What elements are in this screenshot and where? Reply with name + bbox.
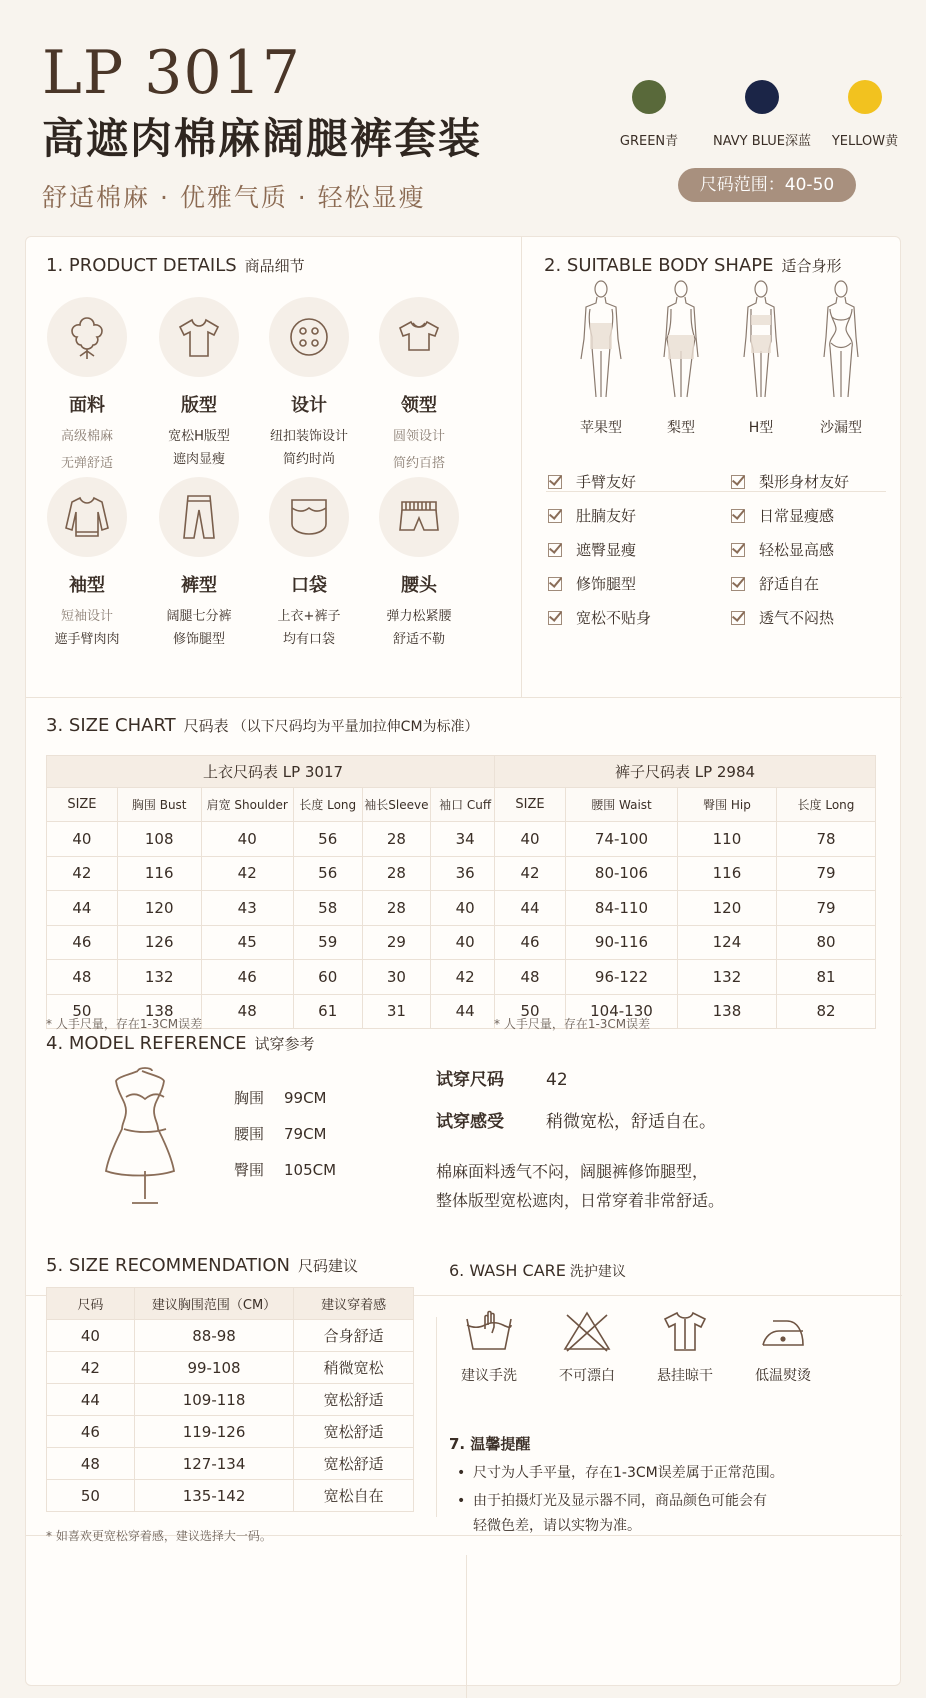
no-bleach-icon [561,1309,613,1353]
size-chart-title: 3. SIZE CHART 尺码表 （以下尺码均为平量加拉伸CM为标准） [46,715,479,736]
feature-item: 梨形身材友好 [731,471,849,492]
detail-desc: 舒适不勒 [392,632,445,647]
apple-figure-icon [576,279,626,407]
model-reference-title: 4. MODEL REFERENCE 试穿参考 [46,1033,315,1054]
detail-fabric [32,297,142,471]
detail-desc: 阔腿七分裤 [166,609,232,624]
table-row: 40 88-98 合身舒适 [47,1320,414,1352]
pocket-icon [282,490,336,544]
hang-dry-icon [659,1309,711,1353]
body-shape-title: 2. SUITABLE BODY SHAPE 适合身形 [544,255,842,276]
table-row: 42 99-108 稍微宽松 [47,1352,414,1384]
detail-name: 面料 [69,395,105,416]
tip-item: • 由于拍摄灯光及显示器不同，商品颜色可能会有 [473,1489,767,1514]
check-icon [731,611,745,625]
feature-item: 遮臀显瘦 [548,539,636,560]
wash-no-bleach [542,1309,632,1385]
wash-label: 悬挂晾干 [657,1368,713,1384]
feature-item: 修饰腿型 [548,573,636,594]
feature-item: 日常显瘦感 [731,505,834,526]
table-row: 48 127-134 宽松舒适 [47,1448,414,1480]
table-row: 40 74-100 110 78 [495,822,876,857]
size-range-badge: 尺码范围：40-50 [678,168,856,202]
color-options [619,80,902,150]
detail-name: 设计 [291,395,327,416]
detail-desc: 纽扣装饰设计 [269,429,348,444]
detail-waistband [364,477,474,647]
waistband-icon [392,490,446,544]
check-icon [731,577,745,591]
table-row: 50 138 48 61 31 44 [47,994,500,1029]
wash-hand [444,1309,534,1385]
check-icon [548,509,562,523]
mannequin-icon [100,1063,190,1213]
trousers-icon [172,490,226,544]
table-row: 44 109-118 宽松舒适 [47,1384,414,1416]
top-size-table [46,755,500,1029]
table-row: 50 135-142 宽松自在 [47,1480,414,1512]
shape-hourglass [806,279,876,437]
table-row: 42 80-106 116 79 [495,856,876,891]
top-table-footnote: * 人手尺量，存在1-3CM误差 [46,1017,203,1031]
info-card [25,236,901,1686]
detail-name: 袖型 [69,575,105,596]
detail-desc: 上衣+裤子 [277,609,341,624]
feature-item: 轻松显高感 [731,539,834,560]
check-icon [548,611,562,625]
size-recommendation-title: 5. SIZE RECOMMENDATION 尺码建议 [46,1255,358,1276]
detail-desc: 简约时尚 [282,452,335,467]
color-swatch-yellow[interactable] [848,80,882,114]
tips-title: 7. 温馨提醒 [449,1435,531,1453]
feature-item: 透气不闷热 [731,607,834,628]
hand-wash-icon [463,1309,515,1353]
wash-hang-dry [640,1309,730,1385]
detail-desc: 均有口袋 [282,632,335,647]
table-header: 腰围 Waist [566,788,678,822]
shape-label: H型 [748,420,774,436]
pants-size-table [494,755,876,1029]
model-measurement: 腰围 79CM [234,1125,327,1143]
low-iron-icon [757,1309,809,1353]
table-row: 48 132 46 60 30 42 [47,960,500,995]
shape-pear [646,279,716,437]
model-description: 棉麻面料透气不闷，阔腿裤修饰腿型， 整体版型宽松遮肉，日常穿着非常舒适。 [436,1162,725,1210]
detail-desc: 修饰腿型 [172,632,225,647]
table-caption: 上衣尺码表 LP 3017 [47,756,500,788]
color-label-yellow: YELLOW黄 [831,134,899,149]
check-icon [548,577,562,591]
check-icon [548,475,562,489]
table-header: 袖口 Cuff [431,788,500,822]
table-row: 46 90-116 124 80 [495,925,876,960]
detail-desc: 高级棉麻 [60,429,113,444]
table-header: 长度 Long [776,788,875,822]
detail-desc: 圆领设计 [392,429,445,444]
shape-label: 沙漏型 [820,420,862,436]
table-header: 肩宽 Shoulder [201,788,293,822]
feature-item: 肚腩友好 [548,505,636,526]
detail-collar [364,297,474,471]
wash-low-iron [738,1309,828,1385]
product-details-title: 1. PRODUCT DETAILS 商品细节 [46,255,305,276]
color-label-green: GREEN青 [619,134,679,149]
color-label-navy: NAVY BLUE深蓝 [713,134,811,149]
recommendation-footnote: * 如喜欢更宽松穿着感，建议选择大一码。 [46,1529,272,1543]
check-icon [548,543,562,557]
table-row: 46 119-126 宽松舒适 [47,1416,414,1448]
cotton-icon [60,310,114,364]
sleeve-icon [60,490,114,544]
shape-label: 苹果型 [580,420,622,436]
detail-name: 腰头 [401,575,437,596]
feature-item: 舒适自在 [731,573,819,594]
model-measurement: 臀围 105CM [234,1161,337,1179]
table-header: 建议胸围范围（CM） [134,1288,294,1320]
table-row: 48 96-122 132 81 [495,960,876,995]
check-icon [731,543,745,557]
h-figure-icon [736,279,786,407]
detail-sleeve [32,477,142,647]
button-icon [282,310,336,364]
table-row: 42 116 42 56 28 36 [47,856,500,891]
table-row: 46 126 45 59 29 40 [47,925,500,960]
detail-name: 版型 [181,395,217,416]
model-feel: 试穿感受 稍微宽松，舒适自在。 [436,1112,716,1132]
shape-apple [566,279,636,437]
table-row: 44 120 43 58 28 40 [47,891,500,926]
detail-desc: 短袖设计 [60,609,113,624]
tip-item-continued: 轻微色差，请以实物为准。 [473,1518,641,1534]
detail-desc: 宽松H版型 [168,429,230,444]
detail-desc: 遮肉显瘦 [172,452,225,467]
hourglass-figure-icon [816,279,866,407]
table-caption: 裤子尺码表 LP 2984 [495,756,876,788]
model-size: 试穿尺码 42 [436,1070,568,1090]
table-header: 臀围 Hip [677,788,776,822]
shape-label: 梨型 [667,420,695,436]
wash-label: 建议手洗 [461,1368,517,1384]
detail-name: 口袋 [291,575,327,596]
wash-care-title: 6. WASH CARE 洗护建议 [449,1261,626,1280]
wash-label: 不可漂白 [559,1368,615,1384]
detail-desc: 弹力松紧腰 [386,609,452,624]
table-header: 胸围 Bust [117,788,201,822]
detail-pocket [254,477,364,647]
table-row: 44 84-110 120 79 [495,891,876,926]
detail-desc: 简约百搭 [392,456,445,471]
table-header: 建议穿着感 [294,1288,414,1320]
detail-desc: 无弹舒适 [60,456,113,471]
model-measurement: 胸围 99CM [234,1089,327,1107]
detail-trousers [144,477,254,647]
table-header: 长度 Long [293,788,362,822]
crew-neck-icon [392,310,446,364]
product-title: 高遮肉棉麻阔腿裤套装 [42,114,483,163]
detail-design [254,297,364,467]
model-number: LP 3017 [42,38,301,108]
pear-figure-icon [656,279,706,407]
table-header: 袖长Sleeve [362,788,431,822]
shape-h [726,279,796,437]
detail-name: 领型 [401,395,437,416]
detail-desc: 遮手臂肉肉 [54,632,120,647]
detail-fit [144,297,254,467]
check-icon [731,475,745,489]
recommendation-table [46,1287,414,1512]
tip-item: • 尺寸为人手平量，存在1-3CM误差属于正常范围。 [473,1461,784,1486]
color-swatch-green[interactable] [632,80,666,114]
feature-item: 手臂友好 [548,471,636,492]
table-row: 40 108 40 56 28 34 [47,822,500,857]
pants-table-footnote: * 人手尺量，存在1-3CM误差 [494,1017,651,1031]
tshirt-icon [172,310,226,364]
wash-label: 低温熨烫 [755,1368,811,1384]
check-icon [731,509,745,523]
color-swatch-navy[interactable] [745,80,779,114]
product-subtitle: 舒适棉麻 · 优雅气质 · 轻松显瘦 [42,183,426,212]
feature-item: 宽松不贴身 [548,607,651,628]
table-header: SIZE [47,788,118,822]
table-row: 50 104-130 138 82 [495,994,876,1029]
detail-name: 裤型 [181,575,217,596]
table-header: 尺码 [47,1288,135,1320]
table-header: SIZE [495,788,566,822]
